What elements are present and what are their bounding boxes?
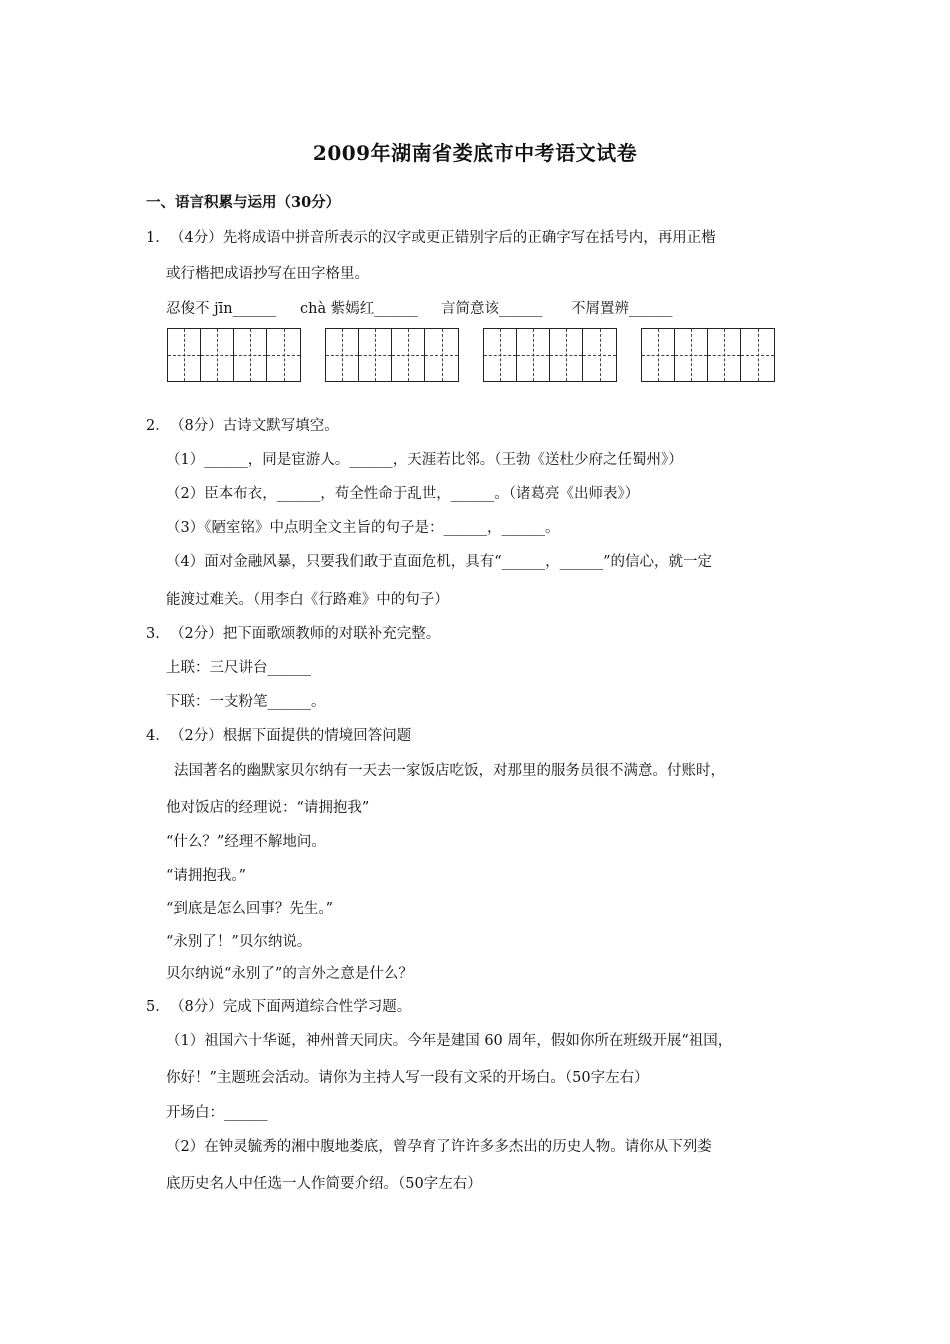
- idiom-blank: 言简意该______: [441, 301, 543, 317]
- question-text: （2分）把下面歌颂教师的对联补充完整。: [170, 626, 441, 642]
- passage-line: “到底是怎么回事？先生。”: [166, 901, 334, 917]
- passage-line: “永别了！”贝尔纳说。: [166, 934, 312, 950]
- question-number: 3．: [146, 626, 170, 642]
- question-item: （1）祖国六十华诞，神州普天同庆。今年是建国 60 周年，假如你所在班级开展“祖国，: [166, 1033, 733, 1049]
- question-number: 1．: [146, 230, 170, 246]
- passage-line: “什么？”经理不解地问。: [166, 834, 326, 850]
- tianzige-grid: [483, 328, 617, 382]
- question-item: （4）面对金融风暴，只要我们敢于直面危机，具有“______，______”的信心，就一定: [166, 554, 713, 570]
- question-text: （8分）完成下面两道综合性学习题。: [170, 999, 412, 1015]
- question-text: （4分）先将成语中拼音所表示的汉字或更正错别字后的正确字写在括号内，再用正楷: [170, 230, 716, 246]
- passage-line: “请拥抱我。”: [166, 868, 247, 884]
- question-text: （2分）根据下面提供的情境回答问题: [170, 728, 412, 744]
- tianzige-grid: [325, 328, 459, 382]
- question-item: （3）《陋室铭》中点明全文主旨的句子是：______，______。: [166, 520, 560, 536]
- question-item: 你好！”主题班会活动。请你为主持人写一段有文采的开场白。（50字左右）: [166, 1070, 649, 1086]
- answer-blank: 开场白：______: [166, 1105, 268, 1121]
- tianzige-grid: [167, 328, 301, 382]
- question-number: 2．: [146, 418, 170, 434]
- question-item: （2）在钟灵毓秀的湘中腹地娄底，曾孕育了许许多多杰出的历史人物。请你从下列娄: [166, 1139, 712, 1155]
- question-item: 能渡过难关。（用李白《行路难》中的句子）: [166, 592, 449, 608]
- idiom-blank: 不屑置辨______: [571, 301, 673, 317]
- question-item: （1）______，同是宦游人。______，天涯若比邻。（王勃《送杜少府之任蜀州》）: [166, 452, 683, 468]
- question-number: 4．: [146, 728, 170, 744]
- passage-line: 他对饭店的经理说：“请拥抱我”: [166, 800, 370, 816]
- question-text: 或行楷把成语抄写在田字格里。: [166, 266, 369, 282]
- idiom-blank: 忍俊不 jīn______: [166, 301, 277, 317]
- couplet-lower: 下联：一支粉笔______。: [166, 694, 326, 710]
- idiom-blank: chà 紫嫣红______: [300, 301, 418, 317]
- page-title: 2009年湖南省娄底市中考语文试卷: [312, 141, 638, 165]
- section-heading: 一、语言积累与运用（30分）: [146, 194, 341, 211]
- question-prompt: 贝尔纳说“永别了”的言外之意是什么？: [166, 966, 413, 982]
- question-text: （8分）古诗文默写填空。: [170, 418, 339, 434]
- tianzige-grid: [641, 328, 775, 382]
- passage-line: 法国著名的幽默家贝尔纳有一天去一家饭店吃饭，对那里的服务员很不满意。付账时，: [174, 763, 725, 779]
- question-number: 5．: [146, 999, 170, 1015]
- couplet-upper: 上联：三尺讲台______: [166, 660, 311, 676]
- question-item: 底历史名人中任选一人作简要介绍。（50字左右）: [166, 1176, 482, 1192]
- question-item: （2）臣本布衣，______，苟全性命于乱世，______。（诸葛亮《出师表》）: [166, 486, 640, 502]
